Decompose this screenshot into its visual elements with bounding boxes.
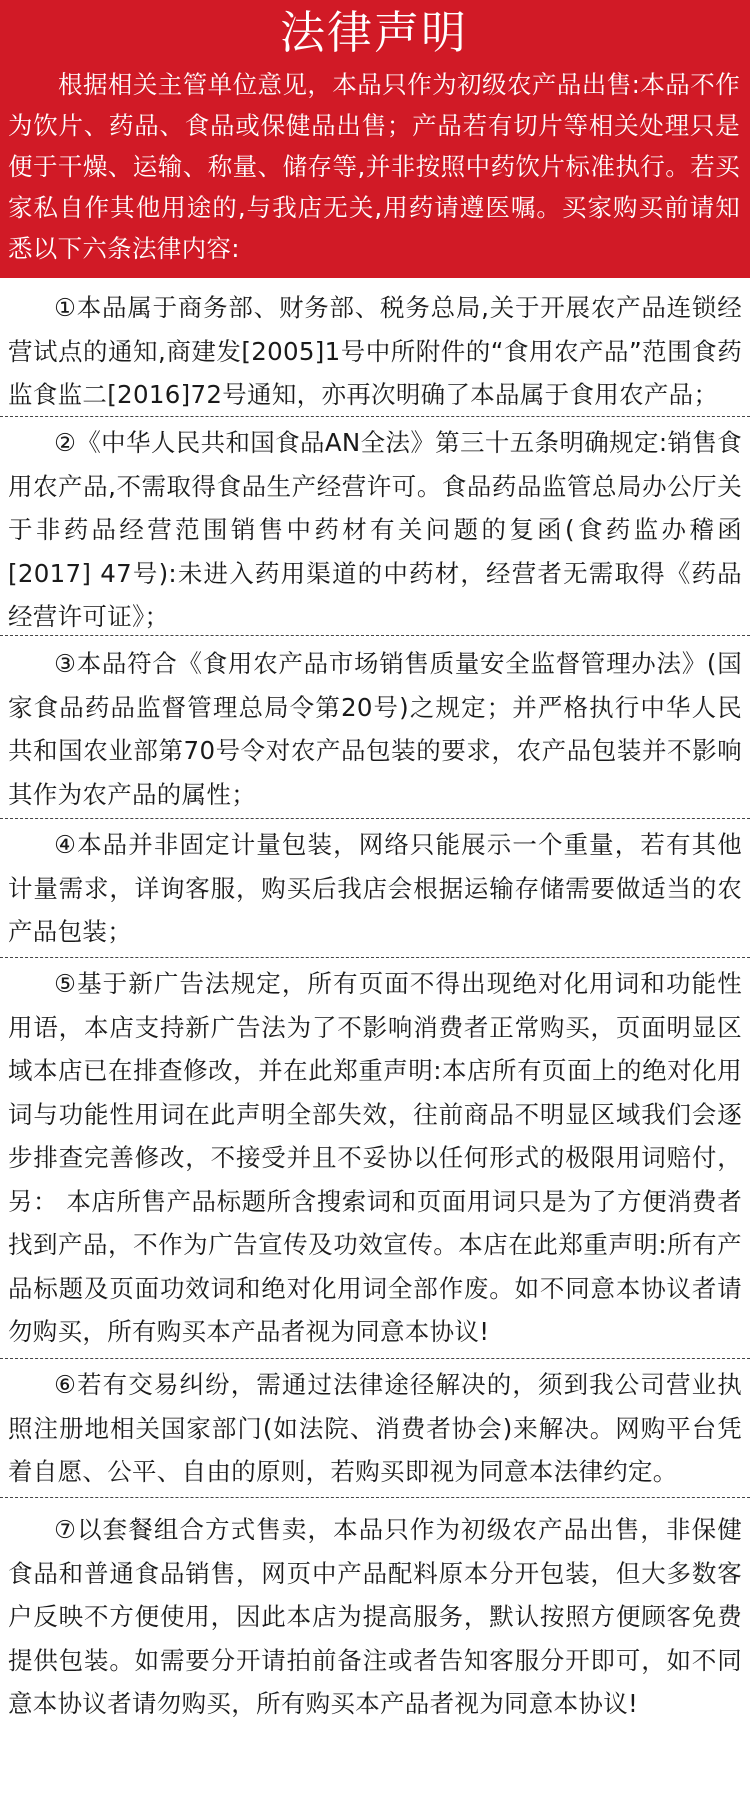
header-banner (0, 0, 750, 278)
page-title: 法律声明 (279, 6, 468, 59)
clause-7: ⑦以套餐组合方式售卖，本品只作为初级农产品出售，非保健食品和普通食品销售，网页中产品配料原本分开包装，但大多数客户反映不方便使用，因此本店为提高服务，默认按照方便顾客免费提供包装。如需要分开请拍前备注或者告知客服分开即可，如不同意本协议者请勿购买，所有购买本产品者视为同意本协议! (8, 1515, 742, 1718)
clause-5: ⑤基于新广告法规定，所有页面不得出现绝对化用词和功能性用语，本店支持新广告法为了不影响消费者正常购买，页面明显区域本店已在排查修改，并在此郑重声明:本店所有页面上的绝对化用词与功能性用词在此声明全部失效，往前商品不明显区域我们会逐步排查完善修改，不接受并且不妥协以任何形式的极限用词赔付，另： 本店所售产品标题所含搜索词和页面用词只是为了方便消费者找到产品，不作为广告宣传及功效宣传。本店在此郑重声明:所有产品标题及页面功效词和绝对化用词全部作废。如不同意本协议者请勿购买，所有购买本产品者视为同意本协议! (8, 969, 742, 1346)
intro-paragraph: 根据相关主管单位意见，本品只作为初级农产品出售:本品不作为饮片、药品、食品或保健品出售；产品若有切片等相关处理只是便于干燥、运输、称量、储存等,并非按照中药饮片标准执行。若买家私自作其他用途的,与我店无关,用药请遵医嘱。买家购买前请知悉以下六条法律内容: (8, 70, 740, 263)
clause-6: ⑥若有交易纠纷，需通过法律途径解决的，须到我公司营业执照注册地相关国家部门(如法院、消费者协会)来解决。网购平台凭着自愿、公平、自由的原则，若购买即视为同意本法律约定。 (8, 1370, 742, 1486)
legal-clauses (0, 278, 750, 1718)
clause-3: ③本品符合《食用农产品市场销售质量安全监督管理办法》(国家食品药品监督管理总局令第20号)之规定；并严格执行中华人民共和国农业部第70号令对农产品包装的要求，农产品包装并不影响其作为农产品的属性； (8, 649, 742, 809)
clause-1: ①本品属于商务部、财务部、税务总局,关于开展农产品连锁经营试点的通知,商建发[2005]1号中所附件的“食用农产品”范围食药监食监二[2016]72号通知，亦再次明确了本品属于食用农产品； (8, 293, 742, 409)
clause-4: ④本品并非固定计量包装，网络只能展示一个重量，若有其他计量需求，详询客服，购买后我店会根据运输存储需要做适当的农产品包装； (8, 830, 742, 946)
clause-2: ②《中华人民共和国食品AN全法》第三十五条明确规定:销售食用农产品,不需取得食品生产经营许可。食品药品监管总局办公厅关于非药品经营范围销售中药材有关问题的复函(食药监办稽函[2017] 47号):未进入药用渠道的中药材，经营者无需取得《药品经营许可证》； (8, 428, 742, 631)
